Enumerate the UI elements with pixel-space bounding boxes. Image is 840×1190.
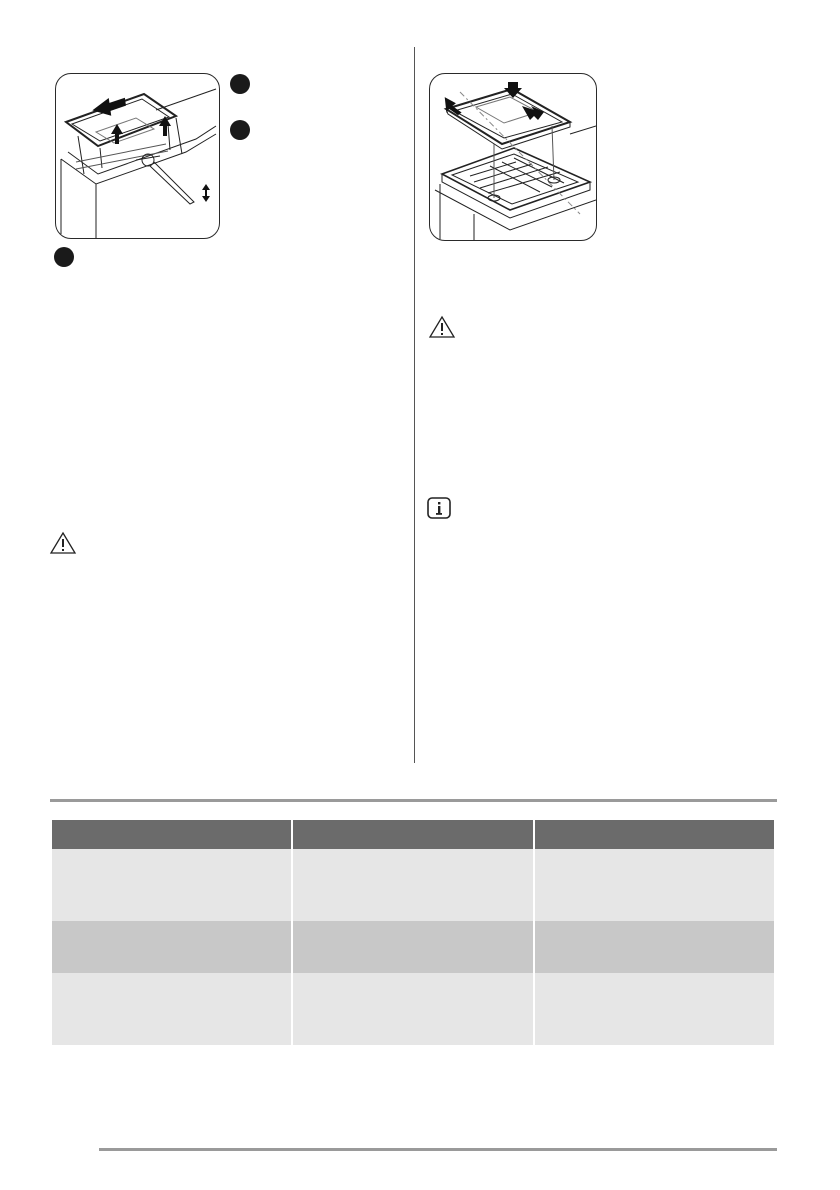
door-lift-figure — [55, 73, 220, 239]
footer-rule — [99, 1148, 777, 1151]
table-cell — [535, 921, 774, 973]
table-header-cell — [293, 820, 532, 849]
oven-door-panel-illustration — [430, 74, 596, 240]
table-cell — [52, 973, 291, 1045]
warning-triangle-icon — [428, 315, 456, 339]
step-marker-2 — [230, 120, 250, 140]
table-row — [52, 973, 774, 1045]
step-marker-3 — [54, 247, 74, 267]
table-cell — [535, 973, 774, 1045]
table-cell — [293, 973, 532, 1045]
table-cell — [293, 849, 532, 921]
section-rule — [50, 799, 777, 802]
oven-door-lift-illustration — [56, 74, 219, 238]
table-cell — [535, 849, 774, 921]
table-cell — [52, 921, 291, 973]
table-header-cell — [52, 820, 291, 849]
table-cell — [293, 921, 532, 973]
table-cell — [52, 849, 291, 921]
door-panel-figure — [429, 73, 597, 241]
table-header-row — [52, 820, 774, 849]
troubleshooting-table — [50, 820, 776, 1045]
table-row — [52, 849, 774, 921]
table-header-cell — [535, 820, 774, 849]
table-row — [52, 921, 774, 973]
step-marker-1 — [230, 74, 250, 94]
warning-triangle-icon — [49, 531, 77, 555]
column-divider — [414, 47, 415, 763]
info-icon — [426, 496, 452, 520]
